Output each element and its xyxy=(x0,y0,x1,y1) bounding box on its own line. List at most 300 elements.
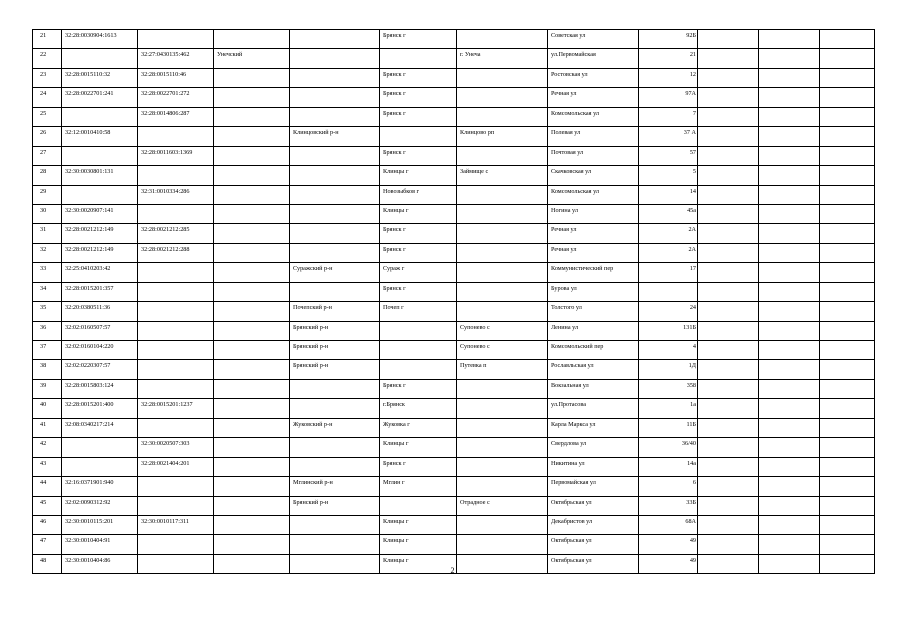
extra-2-cell xyxy=(759,185,820,204)
cadastral-number-cell: 32:02:0220307:57 xyxy=(62,360,138,379)
street-cell: Советская ул xyxy=(548,30,639,49)
cadastral-number-cell: 32:20:0380511:36 xyxy=(62,302,138,321)
extra-1-cell xyxy=(698,107,759,126)
row-number-cell: 43 xyxy=(33,457,62,476)
city-cell xyxy=(380,321,457,340)
settlement-cell xyxy=(457,379,548,398)
extra-1-cell xyxy=(698,496,759,515)
row-number-cell: 29 xyxy=(33,185,62,204)
street-cell: Декабристов ул xyxy=(548,515,639,534)
name-cell xyxy=(214,399,290,418)
settlement-cell: Супонево с xyxy=(457,321,548,340)
settlement-cell xyxy=(457,88,548,107)
table-row xyxy=(33,107,875,126)
house-cell: 1а xyxy=(639,399,698,418)
extra-2-cell xyxy=(759,166,820,185)
street-cell: Коммунистический пер xyxy=(548,263,639,282)
table-row xyxy=(33,30,875,49)
table-row xyxy=(33,185,875,204)
city-cell: Новозыбков г xyxy=(380,185,457,204)
city-cell: Клинцы г xyxy=(380,204,457,223)
cadastral-number-2-cell xyxy=(138,204,214,223)
street-cell: Ногина ул xyxy=(548,204,639,223)
extra-2-cell xyxy=(759,282,820,301)
house-cell: 68А xyxy=(639,515,698,534)
name-cell xyxy=(214,263,290,282)
cadastral-number-cell xyxy=(62,107,138,126)
name-cell xyxy=(214,496,290,515)
extra-2-cell xyxy=(759,30,820,49)
street-cell: Бурова ул xyxy=(548,282,639,301)
cadastral-number-2-cell xyxy=(138,496,214,515)
extra-1-cell xyxy=(698,185,759,204)
district-cell xyxy=(290,204,380,223)
table-row xyxy=(33,243,875,262)
house-cell: 7 xyxy=(639,107,698,126)
city-cell: Брянск г xyxy=(380,457,457,476)
extra-2-cell xyxy=(759,302,820,321)
table-row xyxy=(33,399,875,418)
extra-1-cell xyxy=(698,341,759,360)
table-row xyxy=(33,302,875,321)
row-number-cell: 22 xyxy=(33,49,62,68)
name-cell xyxy=(214,68,290,87)
district-cell xyxy=(290,282,380,301)
cadastral-number-cell: 32:16:0371901:940 xyxy=(62,477,138,496)
extra-3-cell xyxy=(820,418,875,437)
row-number-cell: 44 xyxy=(33,477,62,496)
house-cell: 17 xyxy=(639,263,698,282)
city-cell: Брянск г xyxy=(380,379,457,398)
extra-2-cell xyxy=(759,263,820,282)
district-cell xyxy=(290,399,380,418)
settlement-cell xyxy=(457,302,548,321)
table-row xyxy=(33,166,875,185)
extra-2-cell xyxy=(759,535,820,554)
row-number-cell: 47 xyxy=(33,535,62,554)
name-cell xyxy=(214,341,290,360)
district-cell: Брянский р-н xyxy=(290,341,380,360)
extra-2-cell xyxy=(759,224,820,243)
house-cell: 49 xyxy=(639,535,698,554)
settlement-cell: Отрадное с xyxy=(457,496,548,515)
settlement-cell xyxy=(457,438,548,457)
district-cell xyxy=(290,243,380,262)
extra-1-cell xyxy=(698,438,759,457)
house-cell: 36/40 xyxy=(639,438,698,457)
registry-table xyxy=(32,29,875,574)
house-cell: 11Б xyxy=(639,418,698,437)
table-row xyxy=(33,515,875,534)
extra-1-cell xyxy=(698,535,759,554)
cadastral-number-cell: 32:28:0015201:400 xyxy=(62,399,138,418)
registry-table-container xyxy=(32,29,875,574)
city-cell: г.Брянск xyxy=(380,399,457,418)
table-row xyxy=(33,418,875,437)
district-cell xyxy=(290,88,380,107)
house-cell: 358 xyxy=(639,379,698,398)
extra-3-cell xyxy=(820,68,875,87)
extra-1-cell xyxy=(698,30,759,49)
row-number-cell: 42 xyxy=(33,438,62,457)
street-cell: Никитина ул xyxy=(548,457,639,476)
cadastral-number-2-cell xyxy=(138,127,214,146)
city-cell xyxy=(380,341,457,360)
extra-3-cell xyxy=(820,30,875,49)
name-cell xyxy=(214,438,290,457)
extra-2-cell xyxy=(759,243,820,262)
house-cell: 21 xyxy=(639,49,698,68)
table-row xyxy=(33,477,875,496)
extra-3-cell xyxy=(820,438,875,457)
extra-3-cell xyxy=(820,49,875,68)
district-cell xyxy=(290,185,380,204)
extra-2-cell xyxy=(759,107,820,126)
street-cell: Речная ул xyxy=(548,224,639,243)
city-cell xyxy=(380,49,457,68)
house-cell: 2А xyxy=(639,224,698,243)
extra-3-cell xyxy=(820,88,875,107)
name-cell xyxy=(214,515,290,534)
cadastral-number-cell xyxy=(62,438,138,457)
cadastral-number-cell: 32:30:0010115:201 xyxy=(62,515,138,534)
table-row xyxy=(33,204,875,223)
settlement-cell xyxy=(457,263,548,282)
cadastral-number-cell xyxy=(62,146,138,165)
settlement-cell xyxy=(457,68,548,87)
city-cell: Брянск г xyxy=(380,30,457,49)
name-cell xyxy=(214,107,290,126)
street-cell: Речная ул xyxy=(548,88,639,107)
extra-3-cell xyxy=(820,263,875,282)
cadastral-number-cell: 32:28:0030904:1613 xyxy=(62,30,138,49)
row-number-cell: 25 xyxy=(33,107,62,126)
extra-1-cell xyxy=(698,263,759,282)
extra-2-cell xyxy=(759,477,820,496)
table-row xyxy=(33,321,875,340)
city-cell: Брянск г xyxy=(380,146,457,165)
cadastral-number-2-cell xyxy=(138,360,214,379)
name-cell xyxy=(214,379,290,398)
table-row xyxy=(33,341,875,360)
table-row xyxy=(33,146,875,165)
extra-2-cell xyxy=(759,341,820,360)
table-row xyxy=(33,457,875,476)
settlement-cell: Супонево с xyxy=(457,341,548,360)
district-cell xyxy=(290,107,380,126)
extra-1-cell xyxy=(698,224,759,243)
street-cell: Карла Маркса ул xyxy=(548,418,639,437)
house-cell: 4 xyxy=(639,341,698,360)
settlement-cell xyxy=(457,30,548,49)
extra-2-cell xyxy=(759,379,820,398)
cadastral-number-2-cell: 32:28:0015201:1237 xyxy=(138,399,214,418)
cadastral-number-2-cell xyxy=(138,30,214,49)
table-row xyxy=(33,88,875,107)
extra-2-cell xyxy=(759,127,820,146)
city-cell: Клинцы г xyxy=(380,554,457,573)
district-cell xyxy=(290,146,380,165)
row-number-cell: 24 xyxy=(33,88,62,107)
street-cell: Комсомольский пер xyxy=(548,341,639,360)
house-cell xyxy=(639,282,698,301)
house-cell: 12 xyxy=(639,68,698,87)
street-cell: Первомайская ул xyxy=(548,477,639,496)
name-cell xyxy=(214,302,290,321)
settlement-cell xyxy=(457,399,548,418)
row-number-cell: 35 xyxy=(33,302,62,321)
row-number-cell: 45 xyxy=(33,496,62,515)
row-number-cell: 32 xyxy=(33,243,62,262)
extra-2-cell xyxy=(759,321,820,340)
settlement-cell: Клинцово рп xyxy=(457,127,548,146)
house-cell: 6 xyxy=(639,477,698,496)
name-cell xyxy=(214,477,290,496)
district-cell xyxy=(290,166,380,185)
settlement-cell xyxy=(457,457,548,476)
street-cell: Почтовая ул xyxy=(548,146,639,165)
extra-2-cell xyxy=(759,360,820,379)
extra-1-cell xyxy=(698,477,759,496)
cadastral-number-2-cell xyxy=(138,341,214,360)
city-cell: Брянск г xyxy=(380,88,457,107)
extra-3-cell xyxy=(820,107,875,126)
house-cell: 33Б xyxy=(639,496,698,515)
house-cell: 14 xyxy=(639,185,698,204)
city-cell: Брянск г xyxy=(380,107,457,126)
name-cell xyxy=(214,243,290,262)
settlement-cell xyxy=(457,535,548,554)
settlement-cell: Путевка п xyxy=(457,360,548,379)
cadastral-number-cell: 32:28:0021212:149 xyxy=(62,243,138,262)
extra-3-cell xyxy=(820,127,875,146)
table-row xyxy=(33,68,875,87)
street-cell: Комсомольская ул xyxy=(548,107,639,126)
cadastral-number-cell: 32:30:0020907:141 xyxy=(62,204,138,223)
district-cell: Брянский р-н xyxy=(290,496,380,515)
table-body xyxy=(33,30,875,574)
row-number-cell: 30 xyxy=(33,204,62,223)
house-cell: 57 xyxy=(639,146,698,165)
district-cell: Брянский р-н xyxy=(290,321,380,340)
row-number-cell: 23 xyxy=(33,68,62,87)
row-number-cell: 31 xyxy=(33,224,62,243)
cadastral-number-2-cell: 32:28:0015110:46 xyxy=(138,68,214,87)
cadastral-number-cell: 32:30:0030801:131 xyxy=(62,166,138,185)
district-cell xyxy=(290,515,380,534)
district-cell: Брянский р-н xyxy=(290,360,380,379)
extra-1-cell xyxy=(698,379,759,398)
cadastral-number-2-cell: 32:28:0021212:288 xyxy=(138,243,214,262)
cadastral-number-cell: 32:12:0010410:58 xyxy=(62,127,138,146)
cadastral-number-cell xyxy=(62,49,138,68)
district-cell xyxy=(290,457,380,476)
cadastral-number-cell: 32:08:0340217:214 xyxy=(62,418,138,437)
cadastral-number-2-cell: 32:28:0022701:272 xyxy=(138,88,214,107)
district-cell xyxy=(290,49,380,68)
row-number-cell: 36 xyxy=(33,321,62,340)
extra-2-cell xyxy=(759,457,820,476)
row-number-cell: 41 xyxy=(33,418,62,437)
extra-2-cell xyxy=(759,146,820,165)
name-cell xyxy=(214,166,290,185)
street-cell: Октябрьская ул xyxy=(548,535,639,554)
extra-3-cell xyxy=(820,457,875,476)
city-cell: Брянск г xyxy=(380,224,457,243)
name-cell xyxy=(214,282,290,301)
extra-3-cell xyxy=(820,341,875,360)
cadastral-number-2-cell xyxy=(138,379,214,398)
extra-2-cell xyxy=(759,204,820,223)
cadastral-number-2-cell xyxy=(138,321,214,340)
table-row xyxy=(33,263,875,282)
extra-1-cell xyxy=(698,166,759,185)
street-cell: Ленина ул xyxy=(548,321,639,340)
house-cell: 131Б xyxy=(639,321,698,340)
cadastral-number-cell: 32:02:0090312:92 xyxy=(62,496,138,515)
name-cell xyxy=(214,88,290,107)
name-cell xyxy=(214,185,290,204)
extra-1-cell xyxy=(698,515,759,534)
street-cell: Ростовская ул xyxy=(548,68,639,87)
street-cell: Полевая ул xyxy=(548,127,639,146)
house-cell: 49 xyxy=(639,554,698,573)
cadastral-number-2-cell xyxy=(138,535,214,554)
extra-3-cell xyxy=(820,477,875,496)
city-cell: Брянск г xyxy=(380,282,457,301)
extra-1-cell xyxy=(698,68,759,87)
city-cell: Мглин г xyxy=(380,477,457,496)
settlement-cell xyxy=(457,282,548,301)
cadastral-number-2-cell: 32:28:0021212:285 xyxy=(138,224,214,243)
settlement-cell xyxy=(457,107,548,126)
cadastral-number-cell xyxy=(62,457,138,476)
house-cell: 5 xyxy=(639,166,698,185)
extra-1-cell xyxy=(698,418,759,437)
row-number-cell: 46 xyxy=(33,515,62,534)
city-cell: Клинцы г xyxy=(380,535,457,554)
name-cell xyxy=(214,457,290,476)
row-number-cell: 34 xyxy=(33,282,62,301)
row-number-cell: 40 xyxy=(33,399,62,418)
city-cell xyxy=(380,496,457,515)
extra-1-cell xyxy=(698,282,759,301)
cadastral-number-cell: 32:02:0160104:220 xyxy=(62,341,138,360)
extra-2-cell xyxy=(759,418,820,437)
extra-3-cell xyxy=(820,360,875,379)
cadastral-number-cell: 32:28:0021212:149 xyxy=(62,224,138,243)
extra-1-cell xyxy=(698,399,759,418)
table-row xyxy=(33,127,875,146)
extra-1-cell xyxy=(698,360,759,379)
extra-2-cell xyxy=(759,68,820,87)
extra-2-cell xyxy=(759,496,820,515)
extra-3-cell xyxy=(820,535,875,554)
extra-1-cell xyxy=(698,88,759,107)
extra-3-cell xyxy=(820,515,875,534)
cadastral-number-cell: 32:30:0010404:91 xyxy=(62,535,138,554)
name-cell xyxy=(214,321,290,340)
city-cell: Клинцы г xyxy=(380,515,457,534)
extra-3-cell xyxy=(820,243,875,262)
street-cell: Октябрьская ул xyxy=(548,496,639,515)
district-cell: Жуковский р-н xyxy=(290,418,380,437)
settlement-cell xyxy=(457,224,548,243)
district-cell: Суражский р-н xyxy=(290,263,380,282)
settlement-cell xyxy=(457,418,548,437)
district-cell xyxy=(290,535,380,554)
house-cell: 37 А xyxy=(639,127,698,146)
street-cell: Толстого ул xyxy=(548,302,639,321)
extra-1-cell xyxy=(698,146,759,165)
street-cell: Комсомольская ул xyxy=(548,185,639,204)
cadastral-number-2-cell xyxy=(138,282,214,301)
settlement-cell xyxy=(457,515,548,534)
cadastral-number-cell: 32:30:0010404:86 xyxy=(62,554,138,573)
house-cell: 1Д xyxy=(639,360,698,379)
cadastral-number-2-cell: 32:28:0014806:287 xyxy=(138,107,214,126)
city-cell xyxy=(380,127,457,146)
cadastral-number-2-cell xyxy=(138,166,214,185)
extra-3-cell xyxy=(820,166,875,185)
district-cell xyxy=(290,68,380,87)
district-cell: Мглинский р-н xyxy=(290,477,380,496)
city-cell xyxy=(380,360,457,379)
street-cell: ул.Протасова xyxy=(548,399,639,418)
cadastral-number-2-cell: 32:27:0430135:462 xyxy=(138,49,214,68)
name-cell xyxy=(214,127,290,146)
extra-3-cell xyxy=(820,146,875,165)
cadastral-number-2-cell: 32:30:0010117:311 xyxy=(138,515,214,534)
city-cell: Брянск г xyxy=(380,68,457,87)
district-cell xyxy=(290,224,380,243)
city-cell: Почеп г xyxy=(380,302,457,321)
extra-2-cell xyxy=(759,515,820,534)
cadastral-number-2-cell xyxy=(138,418,214,437)
cadastral-number-2-cell xyxy=(138,477,214,496)
page-number: 2 xyxy=(450,566,455,575)
cadastral-number-2-cell xyxy=(138,302,214,321)
cadastral-number-2-cell: 32:30:0020507:303 xyxy=(138,438,214,457)
settlement-cell xyxy=(457,204,548,223)
extra-3-cell xyxy=(820,185,875,204)
city-cell: Клинцы г xyxy=(380,438,457,457)
cadastral-number-2-cell: 32:28:0021404:201 xyxy=(138,457,214,476)
cadastral-number-2-cell: 32:31:0010334:286 xyxy=(138,185,214,204)
extra-2-cell xyxy=(759,88,820,107)
house-cell: 2А xyxy=(639,243,698,262)
cadastral-number-2-cell xyxy=(138,263,214,282)
settlement-cell xyxy=(457,477,548,496)
extra-1-cell xyxy=(698,204,759,223)
settlement-cell xyxy=(457,146,548,165)
city-cell: Брянск г xyxy=(380,243,457,262)
extra-1-cell xyxy=(698,321,759,340)
extra-3-cell xyxy=(820,282,875,301)
street-cell: Речная ул xyxy=(548,243,639,262)
extra-3-cell xyxy=(820,496,875,515)
name-cell xyxy=(214,146,290,165)
extra-2-cell xyxy=(759,49,820,68)
district-cell xyxy=(290,438,380,457)
settlement-cell: Займище с xyxy=(457,166,548,185)
table-row xyxy=(33,49,875,68)
street-cell: Скачковская ул xyxy=(548,166,639,185)
settlement-cell xyxy=(457,243,548,262)
cadastral-number-cell: 32:28:0015201:357 xyxy=(62,282,138,301)
street-cell: Вокзальная ул xyxy=(548,379,639,398)
row-number-cell: 26 xyxy=(33,127,62,146)
